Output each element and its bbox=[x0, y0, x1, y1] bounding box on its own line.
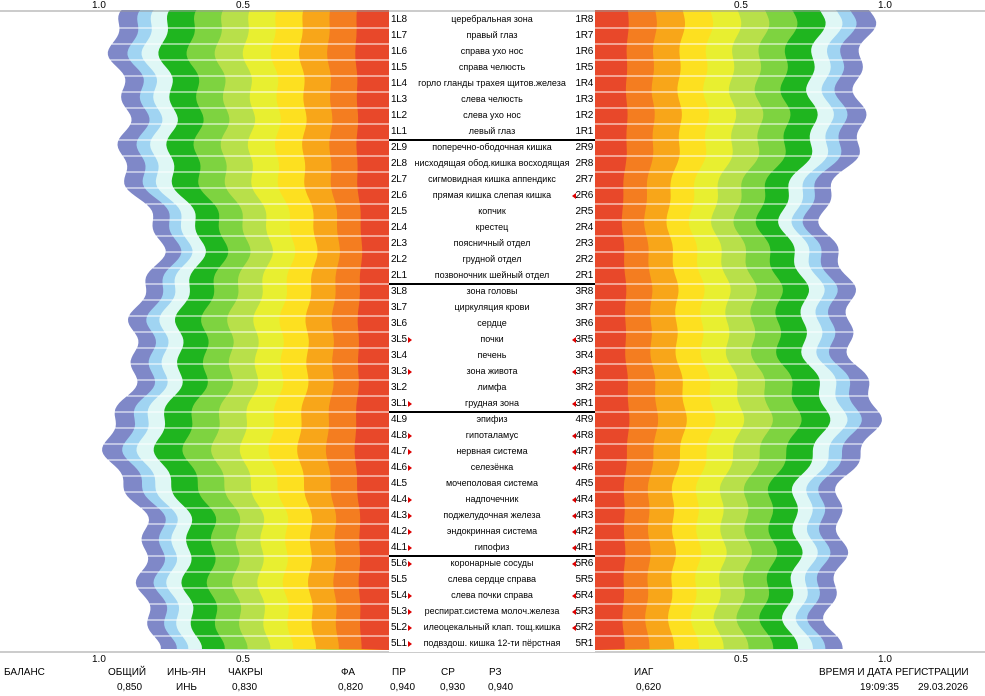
row-right-code: 2R4 bbox=[575, 222, 593, 233]
fa-label: ФА bbox=[341, 667, 356, 678]
organ-row-3L7 bbox=[389, 301, 595, 316]
organ-row-2L6 bbox=[389, 189, 595, 204]
row-organ-name: зона живота bbox=[466, 366, 518, 376]
row-left-code: 2L7 bbox=[391, 174, 407, 185]
row-right-code: 1R1 bbox=[575, 126, 593, 137]
organ-row-5L3 bbox=[389, 605, 595, 620]
row-right-code: 3R8 bbox=[575, 286, 593, 297]
row-organ-name: слева сердце справа bbox=[447, 574, 537, 584]
row-organ-name: слева челюсть bbox=[461, 94, 523, 104]
row-left-code: 4L7 bbox=[391, 446, 407, 457]
row-right-code: 5R1 bbox=[575, 638, 593, 649]
row-organ-name: циркуляция крови bbox=[454, 302, 530, 312]
organ-row-3L2 bbox=[389, 381, 595, 396]
row-organ-name: надпочечник bbox=[465, 494, 519, 504]
chakras-label: ЧАКРЫ bbox=[228, 667, 263, 678]
organ-row-4L8 bbox=[389, 429, 595, 444]
row-organ-name: правый глаз bbox=[466, 30, 518, 40]
row-left-code: 3L3 bbox=[391, 366, 407, 377]
row-right-code: 4R8 bbox=[575, 430, 593, 441]
row-right-code: 3R3 bbox=[575, 366, 593, 377]
row-left-code: 5L6 bbox=[391, 558, 407, 569]
row-left-code: 2L2 bbox=[391, 254, 407, 265]
organ-row-3L6 bbox=[389, 317, 595, 332]
row-left-code: 5L3 bbox=[391, 606, 407, 617]
row-left-code: 2L3 bbox=[391, 238, 407, 249]
row-right-code: 4R5 bbox=[575, 478, 593, 489]
row-right-code: 4R1 bbox=[575, 542, 593, 553]
organ-row-1L1 bbox=[389, 125, 595, 140]
general-label: ОБЩИЙ bbox=[108, 667, 147, 678]
yinyang-value: ИНЬ bbox=[176, 682, 197, 693]
row-left-code: 2L5 bbox=[391, 206, 407, 217]
organ-row-2L4 bbox=[389, 221, 595, 236]
row-right-code: 4R6 bbox=[575, 462, 593, 473]
row-left-code: 1L6 bbox=[391, 46, 407, 57]
organ-row-4L9 bbox=[389, 413, 595, 428]
row-organ-name: коронарные сосуды bbox=[450, 558, 534, 568]
row-organ-name: сердце bbox=[477, 318, 507, 328]
row-right-code: 1R4 bbox=[575, 78, 593, 89]
row-right-code: 2R5 bbox=[575, 206, 593, 217]
chakras-value: 0,830 bbox=[232, 682, 258, 693]
organ-row-3L1 bbox=[389, 397, 595, 412]
row-right-code: 5R5 bbox=[575, 574, 593, 585]
organ-row-4L1 bbox=[389, 541, 595, 556]
row-right-code: 2R7 bbox=[575, 174, 593, 185]
row-organ-name: эпифиз bbox=[476, 414, 508, 424]
row-left-code: 2L1 bbox=[391, 270, 407, 281]
scale-right-1: 1.0 bbox=[878, 0, 892, 11]
row-left-code: 3L5 bbox=[391, 334, 407, 345]
row-organ-name: лимфа bbox=[477, 382, 507, 392]
organ-row-1L2 bbox=[389, 109, 595, 124]
sr-value: 0,930 bbox=[440, 682, 466, 693]
row-left-code: 4L8 bbox=[391, 430, 407, 441]
row-organ-name: грудная зона bbox=[465, 398, 519, 408]
row-organ-name: грудной отдел bbox=[462, 254, 522, 264]
row-right-code: 1R7 bbox=[575, 30, 593, 41]
row-organ-name: зона головы bbox=[466, 286, 518, 296]
row-organ-name: поясничный отдел bbox=[453, 238, 531, 248]
row-organ-name: поджелудочная железа bbox=[443, 510, 541, 520]
organ-row-2L1 bbox=[389, 269, 595, 284]
scale-bottom-right-1: 1.0 bbox=[878, 654, 892, 665]
row-left-code: 1L5 bbox=[391, 62, 407, 73]
organ-row-3L3 bbox=[389, 365, 595, 380]
row-organ-name: справа ухо нос bbox=[460, 46, 524, 56]
row-organ-name: горло гланды трахея щитов.железа bbox=[418, 78, 566, 88]
organ-row-1L4 bbox=[389, 77, 595, 92]
row-left-code: 5L4 bbox=[391, 590, 407, 601]
row-right-code: 2R6 bbox=[575, 190, 593, 201]
balance-label: БАЛАНС bbox=[4, 667, 45, 678]
organ-row-3L8 bbox=[389, 285, 595, 300]
pr-value: 0,940 bbox=[390, 682, 416, 693]
row-organ-name: подвздош. кишка 12-ти пёрстная bbox=[423, 638, 561, 648]
row-left-code: 5L5 bbox=[391, 574, 407, 585]
row-organ-name: крестец bbox=[475, 222, 509, 232]
row-right-code: 5R6 bbox=[575, 558, 593, 569]
scale-right-05: 0.5 bbox=[734, 0, 748, 11]
row-left-code: 4L2 bbox=[391, 526, 407, 537]
row-organ-name: печень bbox=[477, 350, 507, 360]
row-organ-name: церебральная зона bbox=[451, 14, 533, 24]
row-organ-name: левый глаз bbox=[468, 126, 516, 136]
row-left-code: 4L5 bbox=[391, 478, 407, 489]
organ-row-2L8 bbox=[389, 157, 595, 172]
row-left-code: 4L4 bbox=[391, 494, 407, 505]
row-left-code: 3L6 bbox=[391, 318, 407, 329]
row-right-code: 2R1 bbox=[575, 270, 593, 281]
organ-row-2L3 bbox=[389, 237, 595, 252]
iag-value: 0,620 bbox=[636, 682, 662, 693]
time-value: 19:09:35 bbox=[860, 682, 899, 693]
row-right-code: 2R9 bbox=[575, 142, 593, 153]
row-left-code: 4L6 bbox=[391, 462, 407, 473]
row-right-code: 3R2 bbox=[575, 382, 593, 393]
scale-left-05: 0.5 bbox=[236, 0, 250, 11]
organ-row-2L9 bbox=[389, 141, 595, 156]
organ-row-4L5 bbox=[389, 477, 595, 492]
row-organ-name: илеоцекальный клап. тощ.кишка bbox=[423, 622, 561, 632]
organ-row-4L3 bbox=[389, 509, 595, 524]
organ-row-5L6 bbox=[389, 557, 595, 572]
organ-row-3L5 bbox=[389, 333, 595, 348]
row-left-code: 4L3 bbox=[391, 510, 407, 521]
row-right-code: 4R9 bbox=[575, 414, 593, 425]
general-value: 0,850 bbox=[117, 682, 143, 693]
fa-value: 0,820 bbox=[338, 682, 364, 693]
row-organ-name: нервная система bbox=[456, 446, 528, 456]
organ-row-2L7 bbox=[389, 173, 595, 188]
organ-row-2L5 bbox=[389, 205, 595, 220]
rz-label: РЗ bbox=[489, 667, 502, 678]
row-organ-name: эндокринная система bbox=[446, 526, 538, 536]
row-left-code: 3L8 bbox=[391, 286, 407, 297]
rz-value: 0,940 bbox=[488, 682, 514, 693]
row-organ-name: позвоночник шейный отдел bbox=[434, 270, 550, 280]
row-organ-name: гипоталамус bbox=[465, 430, 519, 440]
row-left-code: 2L9 bbox=[391, 142, 407, 153]
row-right-code: 1R5 bbox=[575, 62, 593, 73]
row-organ-name: копчик bbox=[478, 206, 506, 216]
row-left-code: 1L1 bbox=[391, 126, 407, 137]
row-right-code: 3R4 bbox=[575, 350, 593, 361]
scale-bottom-left-05: 0.5 bbox=[236, 654, 250, 665]
row-left-code: 3L2 bbox=[391, 382, 407, 393]
row-right-code: 5R3 bbox=[575, 606, 593, 617]
row-left-code: 1L4 bbox=[391, 78, 407, 89]
time-label: ВРЕМЯ И ДАТА РЕГИСТРАЦИИ bbox=[819, 667, 969, 678]
row-organ-name: поперечно-ободочная кишка bbox=[432, 142, 552, 152]
row-organ-name: сигмовидная кишка аппендикс bbox=[428, 174, 556, 184]
row-right-code: 3R5 bbox=[575, 334, 593, 345]
row-right-code: 4R3 bbox=[575, 510, 593, 521]
row-right-code: 1R8 bbox=[575, 14, 593, 25]
row-left-code: 2L8 bbox=[391, 158, 407, 169]
yinyang-label: ИНЬ-ЯН bbox=[167, 667, 206, 678]
scale-bottom-right-05: 0.5 bbox=[734, 654, 748, 665]
organ-row-4L4 bbox=[389, 493, 595, 508]
row-left-code: 3L4 bbox=[391, 350, 407, 361]
row-right-code: 3R7 bbox=[575, 302, 593, 313]
row-organ-name: слева почки справа bbox=[451, 590, 533, 600]
row-right-code: 4R4 bbox=[575, 494, 593, 505]
organ-row-1L3 bbox=[389, 93, 595, 108]
scale-left-1: 1.0 bbox=[92, 0, 106, 11]
organ-row-1L8 bbox=[389, 13, 595, 28]
row-left-code: 1L2 bbox=[391, 110, 407, 121]
row-organ-name: селезёнка bbox=[470, 462, 514, 472]
row-organ-name: прямая кишка слепая кишка bbox=[432, 190, 552, 200]
row-right-code: 3R6 bbox=[575, 318, 593, 329]
scale-bottom-left-1: 1.0 bbox=[92, 654, 106, 665]
row-left-code: 2L4 bbox=[391, 222, 407, 233]
row-right-code: 3R1 bbox=[575, 398, 593, 409]
row-right-code: 2R3 bbox=[575, 238, 593, 249]
aura-band-right bbox=[595, 10, 629, 650]
row-organ-name: слева ухо нос bbox=[463, 110, 521, 120]
row-left-code: 1L3 bbox=[391, 94, 407, 105]
row-right-code: 1R2 bbox=[575, 110, 593, 121]
organ-row-5L1 bbox=[389, 637, 595, 652]
pr-label: ПР bbox=[392, 667, 406, 678]
iag-label: ИАГ bbox=[634, 667, 654, 678]
row-organ-name: справа челюсть bbox=[458, 62, 526, 72]
date-value: 29.03.2026 bbox=[918, 682, 969, 693]
organ-row-2L2 bbox=[389, 253, 595, 268]
organ-row-5L2 bbox=[389, 621, 595, 636]
row-organ-name: почки bbox=[480, 334, 504, 344]
organ-row-5L5 bbox=[389, 573, 595, 588]
organ-row-4L2 bbox=[389, 525, 595, 540]
row-right-code: 4R2 bbox=[575, 526, 593, 537]
organ-row-1L6 bbox=[389, 45, 595, 60]
row-right-code: 2R2 bbox=[575, 254, 593, 265]
organ-row-1L5 bbox=[389, 61, 595, 76]
sr-label: СР bbox=[441, 667, 455, 678]
row-left-code: 3L1 bbox=[391, 398, 407, 409]
row-organ-name: нисходящая обод.кишка восходящая bbox=[414, 158, 570, 168]
row-left-code: 3L7 bbox=[391, 302, 407, 313]
organ-row-3L4 bbox=[389, 349, 595, 364]
row-right-code: 5R4 bbox=[575, 590, 593, 601]
row-left-code: 2L6 bbox=[391, 190, 407, 201]
organ-row-5L4 bbox=[389, 589, 595, 604]
organ-row-4L6 bbox=[389, 461, 595, 476]
organ-row-1L7 bbox=[389, 29, 595, 44]
row-left-code: 5L2 bbox=[391, 622, 407, 633]
row-left-code: 5L1 bbox=[391, 638, 407, 649]
row-left-code: 4L9 bbox=[391, 414, 407, 425]
organ-row-4L7 bbox=[389, 445, 595, 460]
row-right-code: 2R8 bbox=[575, 158, 593, 169]
row-right-code: 4R7 bbox=[575, 446, 593, 457]
row-right-code: 5R2 bbox=[575, 622, 593, 633]
row-left-code: 4L1 bbox=[391, 542, 407, 553]
row-right-code: 1R3 bbox=[575, 94, 593, 105]
row-left-code: 1L7 bbox=[391, 30, 407, 41]
row-organ-name: гипофиз bbox=[474, 542, 510, 552]
row-right-code: 1R6 bbox=[575, 46, 593, 57]
row-left-code: 1L8 bbox=[391, 14, 407, 25]
row-organ-name: респират.система молоч.железа bbox=[424, 606, 560, 616]
row-organ-name: мочеполовая система bbox=[445, 478, 539, 488]
